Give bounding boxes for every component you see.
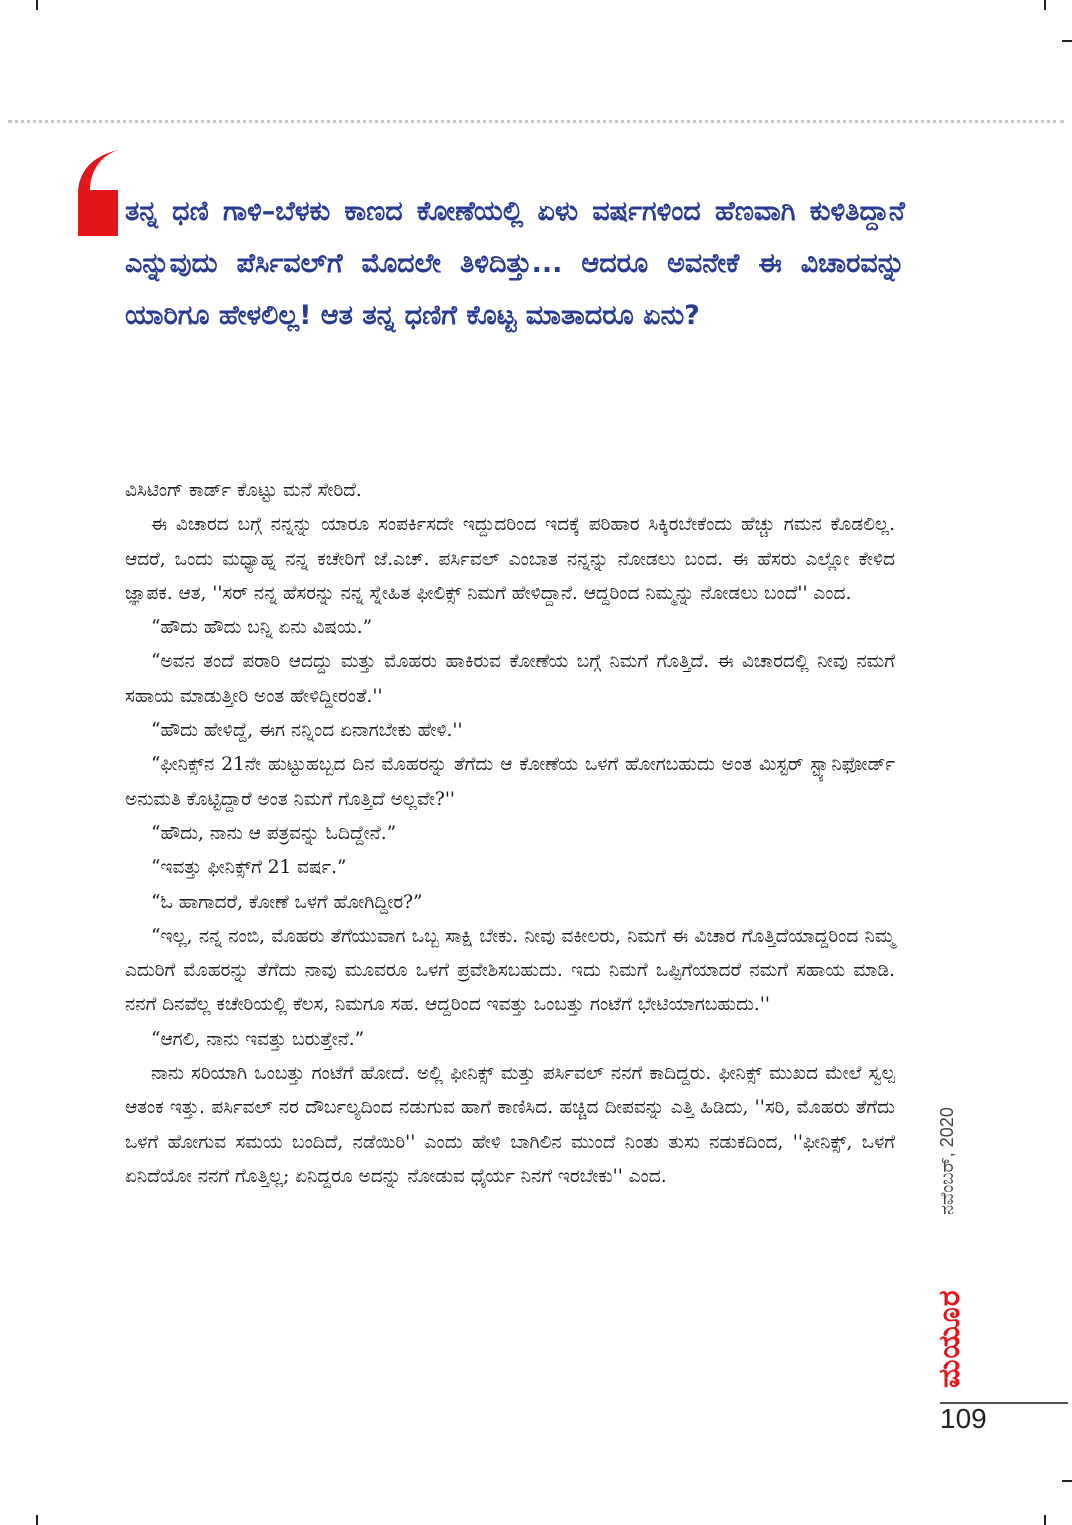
paragraph: “ಓ ಹಾಗಾದರೆ, ಕೋಣೆ ಒಳಗೆ ಹೋಗಿದ್ದೀರ?” [151, 891, 423, 913]
opening-quote-icon [78, 150, 120, 240]
pull-quote-text: ತನ್ನ ಧಣಿ ಗಾಳಿ–ಬೆಳಕು ಕಾಣದ ಕೋಣೆಯಲ್ಲಿ ಏಳು ವರ್ಷಗಳಿಂದ ಹೆಣವಾಗಿ ಕುಳಿತಿದ್ದಾನೆ ಎನ್ನುವುದು ಪೆರ್ಸಿವಲ್‌ಗೆ ಮೊದಲೇ ತಿಳಿದಿತ್ತು... ಆದರೂ ಅವನೇಕೆ ಈ ವಿಚಾರವನ್ನು ಯಾರಿಗೂ ಹೇಳಲಿಲ್ಲ! ಆತ ತನ್ನ ಧಣಿಗೆ ಕೊಟ್ಟ ಮಾತಾದರೂ ಏನು? [125, 196, 905, 331]
paragraph: ನಾನು ಸರಿಯಾಗಿ ಒಂಬತ್ತು ಗಂಟೆಗೆ ಹೋದೆ. ಅಲ್ಲಿ ಫೀನಿಕ್ಸ್ ಮತ್ತು ಪರ್ಸಿವಲ್ ನನಗೆ ಕಾದಿದ್ದರು. ಫೀನಿಕ್ಸ್ ಮುಖದ ಮೇಲೆ ಸ್ವಲ್ಪ ಆತಂಕ ಇತ್ತು. ಪರ್ಸಿವಲ್ ನರ ದೌರ್ಬಲ್ಯದಿಂದ ನಡುಗುವ ಹಾಗೆ ಕಾಣಿಸಿದ. ಹಚ್ಚಿದ ದೀಪವನ್ನು ಎತ್ತಿ ಹಿಡಿದು, ''ಸರಿ, ಮೊಹರು ತೆಗೆದು ಒಳಗೆ ಹೋಗುವ ಸಮಯ ಬಂದಿದೆ, ನಡೆಯಿರಿ'' ಎಂದು ಹೇಳಿ ಬಾಗಿಲಿನ ಮುಂದೆ ನಿಂತು ತುಸು ನಡುಕದಿಂದ, ''ಫೀನಿಕ್ಸ್, ಒಳಗೆ ಏನಿದೆಯೋ ನನಗೆ ಗೊತ್ತಿಲ್ಲ; ಏನಿದ್ದರೂ ಅದನ್ನು ನೋಡುವ ಧೈರ್ಯ ನಿನಗೆ ಇರಬೇಕು'' ಎಂದ. [125, 1063, 895, 1187]
paragraph: “ಹೌದು ಹೇಳಿದ್ದೆ, ಈಗ ನನ್ನಿಂದ ಏನಾಗಬೇಕು ಹೇಳಿ.'' [151, 720, 463, 742]
paragraph: “ಇವತ್ತು ಫೀನಿಕ್ಸ್‌ಗೆ 21 ವರ್ಷ.” [151, 857, 347, 879]
page-number: 109 [940, 1403, 987, 1434]
paragraph: “ಹೌದು ಹೌದು ಬನ್ನಿ ಏನು ವಿಷಯ.” [151, 617, 373, 639]
paragraph: “ಅವನ ತಂದೆ ಪರಾರಿ ಆದದ್ದು ಮತ್ತು ಮೊಹರು ಹಾಕಿರುವ ಕೋಣೆಯ ಬಗ್ಗೆ ನಿಮಗೆ ಗೊತ್ತಿದೆ. ಈ ವಿಚಾರದಲ್ಲಿ ನೀವು ನಮಗೆ ಸಹಾಯ ಮಾಡುತ್ತೀರಿ ಅಂತ ಹೇಳಿದ್ದೀರಂತೆ.'' [125, 651, 895, 707]
crop-mark-right-lower [1062, 1480, 1072, 1482]
paragraph: “ಆಗಲಿ, ನಾನು ಇವತ್ತು ಬರುತ್ತೇನೆ.” [151, 1028, 365, 1050]
issue-date: ನವೆಂಬರ್, 2020 [937, 1107, 957, 1215]
crop-mark-bottom-left [36, 1515, 38, 1525]
crop-mark-bottom-right [1044, 1515, 1046, 1525]
article-body [125, 474, 895, 1194]
crop-mark-top-right [1044, 0, 1046, 10]
crop-mark-right-upper [1062, 40, 1072, 42]
paragraph: “ಹೌದು, ನಾನು ಆ ಪತ್ರವನ್ನು ಓದಿದ್ದೇನೆ.” [151, 822, 397, 844]
crop-mark-top-left [36, 0, 38, 10]
dotted-divider [8, 120, 1064, 123]
paragraph: ವಿಸಿಟಿಂಗ್ ಕಾರ್ಡ್ ಕೊಟ್ಟು ಮನೆ ಸೇರಿದೆ. [125, 480, 362, 501]
paragraph: “ಇಲ್ಲ, ನನ್ನ ನಂಬಿ, ಮೊಹರು ತೆಗೆಯುವಾಗ ಒಬ್ಬ ಸಾಕ್ಷಿ ಬೇಕು. ನೀವು ವಕೀಲರು, ನಿಮಗೆ ಈ ವಿಚಾರ ಗೊತ್ತಿದೆಯಾದ್ದರಿಂದ ನಿಮ್ಮ ಎದುರಿಗೆ ಮೊಹರನ್ನು ತೆಗೆದು ನಾವು ಮೂವರೂ ಒಳಗೆ ಪ್ರವೇಶಿಸಬಹುದು. ಇದು ನಿಮಗೆ ಒಪ್ಪಿಗೆಯಾದರೆ ನಮಗೆ ಸಹಾಯ ಮಾಡಿ. ನನಗೆ ದಿನವೆಲ್ಲ ಕಚೇರಿಯಲ್ಲಿ ಕೆಲಸ, ನಿಮಗೂ ಸಹ. ಆದ್ದರಿಂದ ಇವತ್ತು ಒಂಬತ್ತು ಗಂಟೆಗೆ ಭೇಟಿಯಾಗಬಹುದು.'' [125, 925, 895, 1016]
paragraph: “ಫೀನಿಕ್ಸ್‌ನ 21ನೇ ಹುಟ್ಟುಹಬ್ಬದ ದಿನ ಮೊಹರನ್ನು ತೆಗೆದು ಆ ಕೋಣೆಯ ಒಳಗೆ ಹೋಗಬಹುದು ಅಂತ ಮಿಸ್ಟರ್ ಸ್ಟ್ಯಾನಿಫೋರ್ಡ್ ಅನುಮತಿ ಕೊಟ್ಟಿದ್ದಾರೆ ಅಂತ ನಿಮಗೆ ಗೊತ್ತಿದೆ ಅಲ್ಲವೇ?'' [125, 754, 895, 810]
pull-quote [125, 186, 905, 342]
magazine-logo: ಮಯೂರ [932, 1289, 967, 1388]
paragraph: ಈ ವಿಚಾರದ ಬಗ್ಗೆ ನನ್ನನ್ನು ಯಾರೂ ಸಂಪರ್ಕಿಸದೇ ಇದ್ದುದರಿಂದ ಇದಕ್ಕೆ ಪರಿಹಾರ ಸಿಕ್ಕಿರಬೇಕೆಂದು ಹೆಚ್ಚು ಗಮನ ಕೊಡಲಿಲ್ಲ. ಆದರೆ, ಒಂದು ಮಧ್ಯಾಹ್ನ ನನ್ನ ಕಚೇರಿಗೆ ಜೆ.ಎಚ್. ಪರ್ಸಿವಲ್ ಎಂಬಾತ ನನ್ನನ್ನು ನೋಡಲು ಬಂದ. ಈ ಹೆಸರು ಎಲ್ಲೋ ಕೇಳಿದ ಜ್ಞಾಪಕ. ಆತ, ''ಸರ್ ನನ್ನ ಹೆಸರನ್ನು ನನ್ನ ಸ್ನೇಹಿತ ಫೀಲಿಕ್ಸ್ ನಿಮಗೆ ಹೇಳಿದ್ದಾನೆ. ಆದ್ದರಿಂದ ನಿಮ್ಮನ್ನು ನೋಡಲು ಬಂದೆ'' ಎಂದ. [125, 514, 895, 604]
